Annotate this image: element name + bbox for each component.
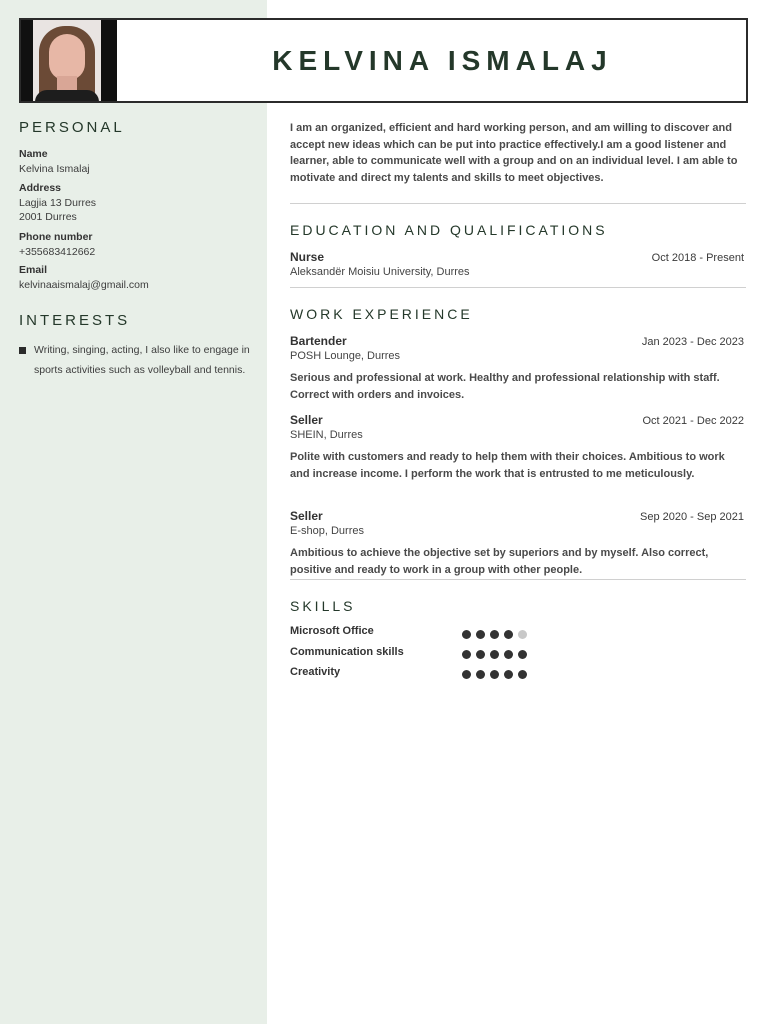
full-name: KELVINA ISMALAJ [272,44,613,76]
job-description: Polite with customers and ready to help them with their choices. Ambitious to work and increase income. I perform the work that is entrusted to me meticulously. [290,451,725,480]
job-company: E-shop, Durres [290,525,364,537]
rating-dot-filled [518,650,527,659]
job-title: Seller [290,509,323,523]
profile-summary: I am an organized, efficient and hard working person, and am willing to discover and accept new ideas which can be put into practice effectively.I am a good listener and learner, able to communicate well with a group and on an individual level. I am able to motivate and direct my talents and skills to meet objectives. [290,122,738,184]
job-description: Serious and professional at work. Healthy and professional relationship with staff. Correct with orders and invoices. [290,372,720,401]
bullet-icon [19,347,26,354]
education-date: Oct 2018 - Present [651,252,744,264]
skills-heading: SKILLS [290,598,356,614]
phone-label: Phone number [19,231,93,243]
rating-dot-filled [504,650,513,659]
education-institution: Aleksandër Moisiu University, Durres [290,266,470,278]
header [19,18,748,103]
job-date: Sep 2020 - Sep 2021 [640,511,744,523]
personal-heading: PERSONAL [19,119,125,136]
rating-dot-filled [476,650,485,659]
rating-dot-filled [462,670,471,679]
rating-dot-empty [518,630,527,639]
name-label: Name [19,148,48,160]
rating-dot-filled [476,630,485,639]
work-heading: WORK EXPERIENCE [290,306,473,322]
job-company: POSH Lounge, Durres [290,350,401,362]
job-company: SHEIN, Durres [290,429,363,441]
rating-dot-filled [504,670,513,679]
name-value: Kelvina Ismalaj [19,163,90,175]
skill-rating [462,670,527,679]
profile-photo [21,20,117,101]
divider [290,203,746,204]
address-line-1: Lagjia 13 Durres [19,197,97,209]
skill-name: Communication skills [290,646,404,658]
email-value: kelvinaaismalaj@gmail.com [19,279,149,291]
divider [290,287,746,288]
rating-dot-filled [504,630,513,639]
address-line-2: 2001 Durres [19,211,77,223]
skill-rating [462,630,527,639]
rating-dot-filled [476,670,485,679]
rating-dot-filled [490,650,499,659]
rating-dot-filled [490,630,499,639]
job-description: Ambitious to achieve the objective set by superiors and by myself. Also correct, positive and ready to work in a group with other people. [290,547,709,576]
skill-name: Creativity [290,666,341,678]
interest-item: Writing, singing, acting, I also like to engage in sports activities such as volleyball and tennis. [34,344,250,376]
email-label: Email [19,264,48,276]
rating-dot-filled [518,670,527,679]
phone-value: +355683412662 [19,246,96,258]
rating-dot-filled [490,670,499,679]
skill-rating [462,650,527,659]
rating-dot-filled [462,630,471,639]
interests-heading: INTERESTS [19,312,131,329]
rating-dot-filled [462,650,471,659]
divider [290,579,746,580]
job-title: Bartender [290,334,347,348]
job-title: Seller [290,413,323,427]
job-date: Jan 2023 - Dec 2023 [641,336,744,348]
address-label: Address [19,182,62,194]
education-heading: EDUCATION AND QUALIFICATIONS [290,222,608,238]
job-date: Oct 2021 - Dec 2022 [642,415,744,427]
skill-name: Microsoft Office [290,625,374,637]
education-title: Nurse [290,250,325,264]
